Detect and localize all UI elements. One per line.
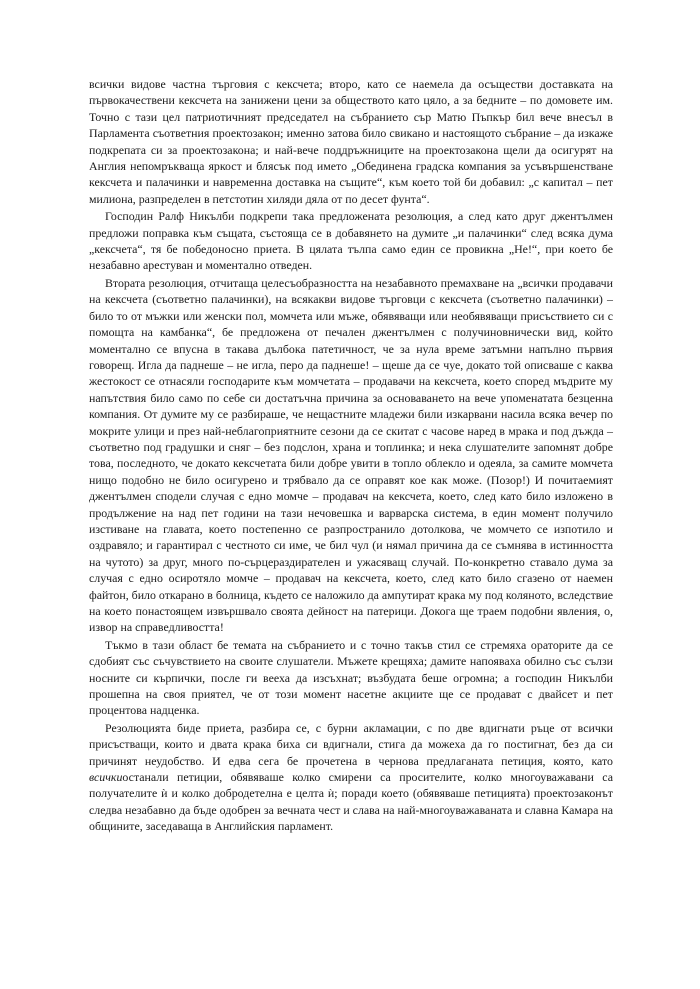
paragraph-text: Резолюцията биде приета, разбира се, с бурни акламации, с по две вдигнати ръце от всички присъстващи, които и двата крака биха си вдигнали, стига да можеха да го постигнат, без да си причинят неудобство. И едва сега бе прочетена в чернова предлаганата петиция, която, като [89, 720, 613, 768]
paragraph [89, 637, 613, 719]
paragraph-text: Тъкмо в тази област бе темата на събранието и с точно такъв стил се стремяха ораторите да се сдобият със съчувствието на своите слушатели. Мъжете крещяха; дамите напояваха обилно със сълзи носните си кърпички, после ги вееха да изсъхнат; възбудата беше огромна; а господин Никълби прошепна на своя приятел, че от този момент насетне акциите ще се продават с двайсет и пет процентова надценка. [89, 637, 613, 718]
paragraph-text: останали петиции, обявяваше колко смирени са просителите, колко многоуважавани са получателите ѝ и колко добродетелна е целта ѝ; поради което (обявяваше петицията) проектозаконът следва незабавно да бъде одобрен за вечната чест и слава на най-многоуважаваната и славна Камара на общините, заседаваща в Английския парламент. [89, 770, 613, 834]
paragraph-text: Втората резолюция, отчитаща целесъобразността на незабавното премахване на „всички продавачи на кексчета (съответно палачинки), на всякакви видове търговци с кексчета (съответно палачинки) – било то от мъжки или женски пол, момчета или мъже, обявяващи или необявяващи присъствието си с помощта на камбанка“, бе предложена от печален джентълмен с получиновнически вид, който моментално се впусна в такава дълбока патетичност, че за нула време затъмни напълно първия говорещ. Игла да паднеше – не игла, перо да паднеше! – щеше да се чуе, докато той описваше с каква жестокост се отнасяли господарите към момчетата – продавачи на кексчета, което според мъдрите му напътствия било само по себе си достатъчна причина за основаването на вече упоменатата безценна компания. От думите му се разбираше, че нещастните младежи били изкарвани насила всяка вечер по мокрите улици и през най-неблагоприятните сезони да се скитат с часове наред в мрака и под дъжда – съответно под градушки и сняг – без подслон, храна и топлинка; и нека слушателите запомнят добре това, последното, че докато кексчетата били добре увити в топло облекло и одеяла, за самите момчета нищо подобно не било осигурено и трябвало да се оправят кое как може. (Позор!) И почитаемият джентълмен сподели случая с едно момче – продавач на кексчета, което, след като било изложено в продължение на над пет години на тази нечовешка и варварска система, в един момент получило изстиване на главата, което постепенно се разпространило дотолкова, че момчето се изпотило и оздравяло; и гарантирал с честното си име, че бил чул (и нямал причина да се съмнява в истинността на чутото) за друг, много по-сърцераздирателен и ужасяващ случай. По-конкретно ставало дума за случая с едно осиротяло момче – продавач на кексчета, което, след като било сгазено от наемен файтон, било откарано в болница, където се наложило да ампутират крака му под коляното, вследствие на което понастоящем извършвало своята дейност на патерици. Докога ще траем подобни явления, о, извор на справедливостта! [89, 275, 614, 635]
paragraph [89, 720, 613, 835]
paragraph [89, 76, 613, 207]
paragraph-text: Господин Ралф Никълби подкрепи така предложената резолюция, а след като друг джентълмен предложи поправка към същата, състояща се в добавянето на думите „и палачинки“ след всяка дума „кексчета“, тя бе победоносно приета. В цялата тълпа само един се провикна „Не!“, при което бе незабавно арестуван и моментално отведен. [89, 209, 613, 273]
paragraph-text: всички видове частна търговия с кексчета; второ, като се наемела да осъществи доставката на първокачествени кексчета на занижени цени за обществото като цяло, а за бедните – по домовете им. Точно с тази цел патриотичният председател на събранието сър Матю Пъпкър бил вече внесъл в Парламента съответния проектозакон; именно затова било свикано и настоящото събрание – да изкаже подкрепата си за проектозакона; и най-вече поддръжниците на проектозакона щели да осигурят на Англия непомръкваща яркост и блясък под името „Обединена градска компания за усъвършенстване кексчета и палачинки и навременна доставка на същите“, към което той би добавил: „с капитал – пет милиона, разпределен в петстотин хиляди дяла от по десет фунта“. [89, 77, 613, 206]
italic-text: всички [89, 770, 123, 785]
paragraph [89, 208, 613, 274]
document-body [89, 76, 613, 835]
paragraph [89, 275, 613, 636]
